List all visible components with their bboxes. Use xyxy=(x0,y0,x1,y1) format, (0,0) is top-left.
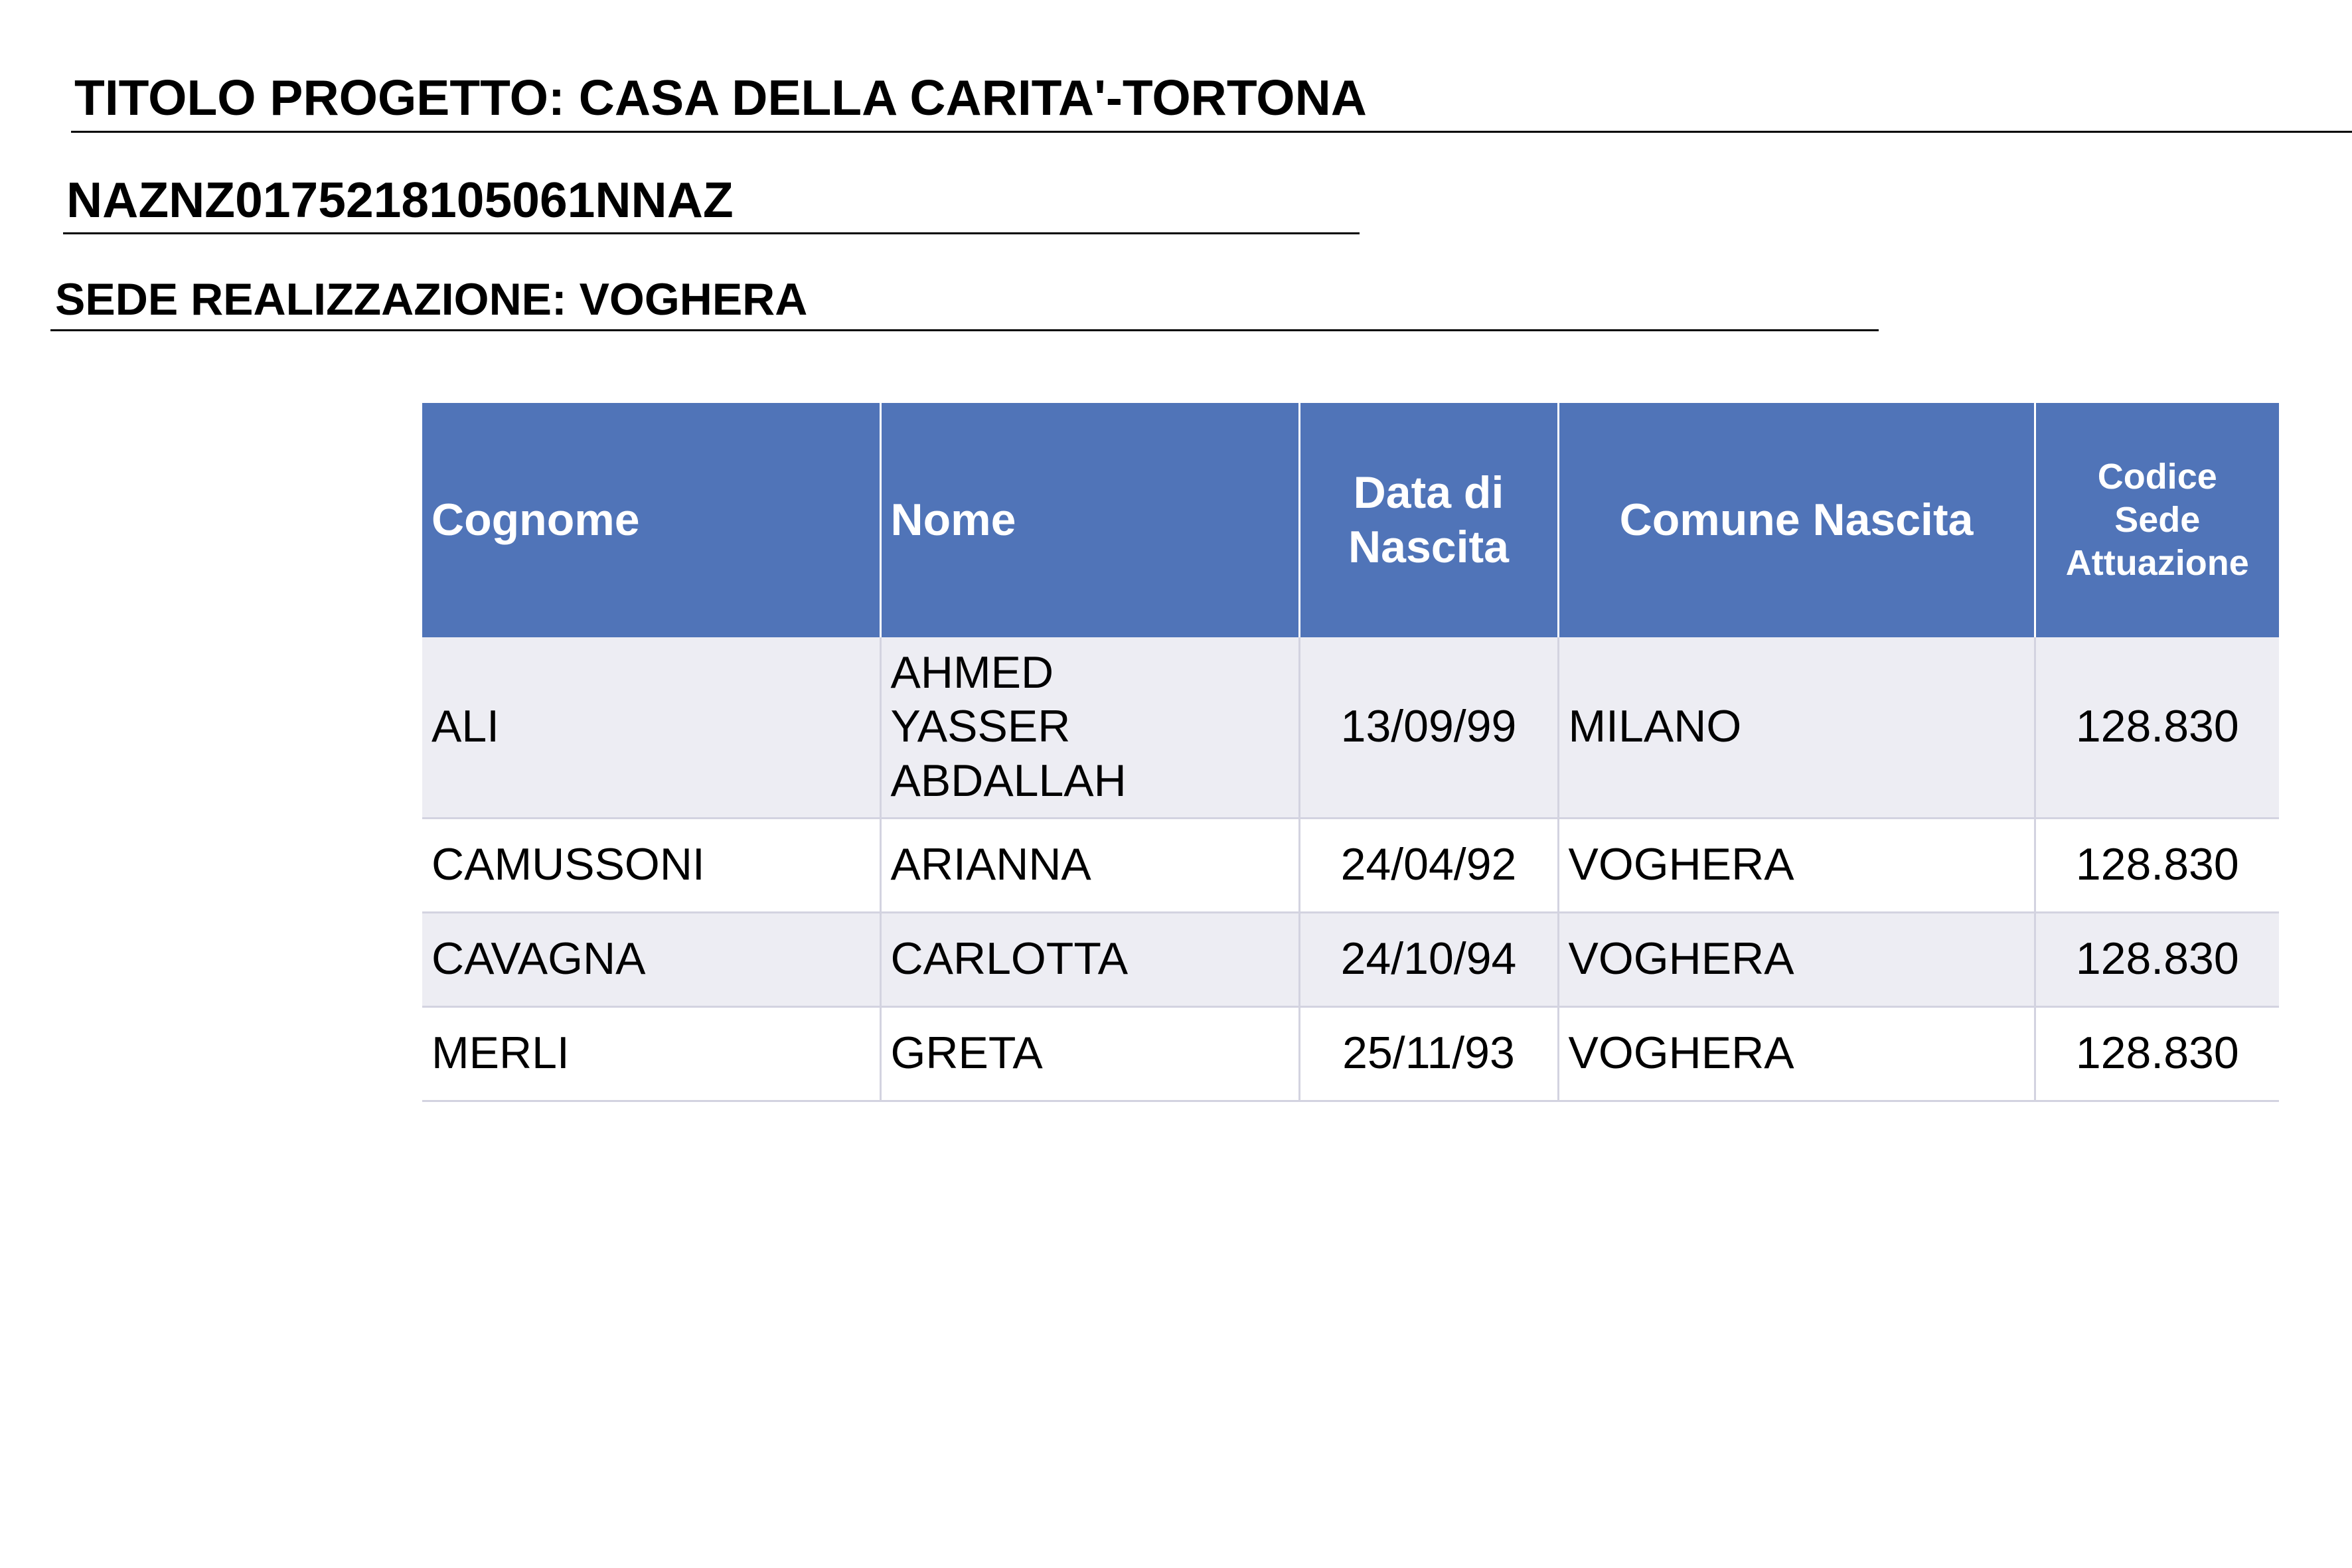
cell-codice-sede: 128.830 xyxy=(2035,1006,2279,1101)
cell-codice-sede: 128.830 xyxy=(2035,818,2279,912)
cell-comune-nascita: VOGHERA xyxy=(1558,818,2035,912)
table-body xyxy=(422,637,2279,1101)
table-row xyxy=(422,912,2279,1006)
site-heading: SEDE REALIZZAZIONE: VOGHERA xyxy=(55,274,808,325)
cell-data-nascita: 13/09/99 xyxy=(1299,637,1558,818)
column-header-cognome: Cognome xyxy=(422,403,880,637)
volunteers-table xyxy=(422,403,2279,1102)
cell-comune-nascita: MILANO xyxy=(1558,637,2035,818)
column-header-comune-nascita: Comune Nascita xyxy=(1558,403,2035,637)
table-header-row xyxy=(422,403,2279,637)
cell-nome: GRETA xyxy=(880,1006,1299,1101)
cell-nome: ARIANNA xyxy=(880,818,1299,912)
cell-comune-nascita: VOGHERA xyxy=(1558,912,2035,1006)
cell-cognome: CAVAGNA xyxy=(422,912,880,1006)
cell-data-nascita: 24/04/92 xyxy=(1299,818,1558,912)
project-title: TITOLO PROGETTO: CASA DELLA CARITA'-TORTONA xyxy=(74,70,1367,125)
title-underline xyxy=(71,131,2352,133)
column-header-nome: Nome xyxy=(880,403,1299,637)
cell-data-nascita: 24/10/94 xyxy=(1299,912,1558,1006)
cell-codice-sede: 128.830 xyxy=(2035,912,2279,1006)
table-header xyxy=(422,403,2279,637)
table-row xyxy=(422,1006,2279,1101)
cell-cognome: MERLI xyxy=(422,1006,880,1101)
cell-data-nascita: 25/11/93 xyxy=(1299,1006,1558,1101)
project-code: NAZNZ0175218105061NNAZ xyxy=(66,172,734,228)
table-row xyxy=(422,637,2279,818)
site-underline xyxy=(50,329,1879,331)
project-code-underline xyxy=(63,232,1360,234)
cell-cognome: CAMUSSONI xyxy=(422,818,880,912)
column-header-data-nascita: Data di Nascita xyxy=(1299,403,1558,637)
cell-comune-nascita: VOGHERA xyxy=(1558,1006,2035,1101)
table-row xyxy=(422,818,2279,912)
cell-nome: CARLOTTA xyxy=(880,912,1299,1006)
column-header-codice-sede: Codice Sede Attuazione xyxy=(2035,403,2279,637)
cell-codice-sede: 128.830 xyxy=(2035,637,2279,818)
cell-cognome: ALI xyxy=(422,637,880,818)
cell-nome: AHMED YASSER ABDALLAH xyxy=(880,637,1299,818)
